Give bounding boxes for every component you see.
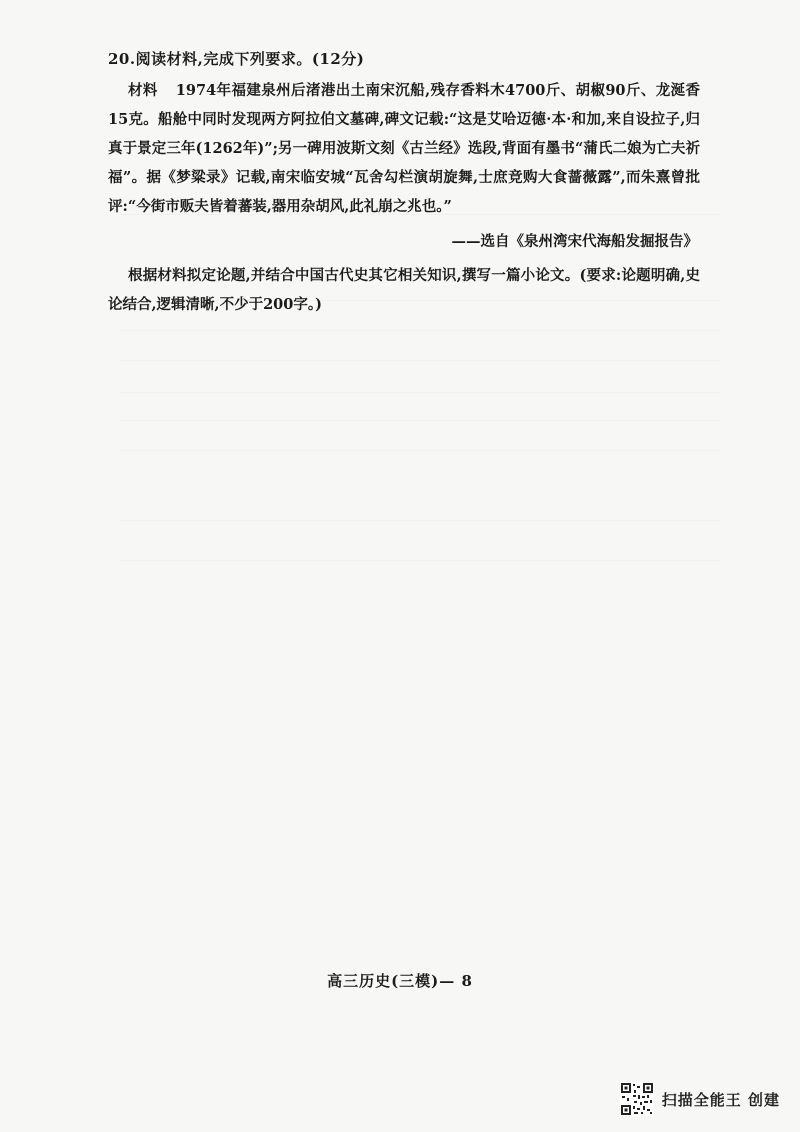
bleed-through-line — [120, 360, 720, 361]
material-source: ——选自《泉州湾宋代海船发掘报告》 — [451, 233, 698, 250]
bleed-through-line — [120, 520, 720, 521]
question-heading: 20.阅读材料,完成下列要求。(12分) — [108, 50, 365, 68]
material-text: 1974年福建泉州后渚港出土南宋沉船,残存香料木4700斤、胡椒90斤、龙涎香15克。船舱中同时发现两方阿拉伯文墓碑,碑文记载:“这是艾哈迈德·本·和加,来自设拉子,归真于景定三年(1262年)”;另一碑用波斯文刻《古兰经》选段,背面有墨书“蒲氏二娘为亡夫祈福”。据《梦粱录》记载,南宋临安城“瓦舍勾栏演胡旋舞,士庶竞购大食蔷薇露”,而朱熹曾批评:“今街市贩夫皆着蕃装,器用杂胡风,此礼崩之兆也。” — [108, 82, 701, 215]
qr-code-icon — [620, 1082, 654, 1116]
scanner-watermark — [620, 1082, 780, 1116]
page-footer: 高三历史(三模)— 8 — [327, 972, 473, 990]
material-paragraph — [108, 76, 700, 221]
bleed-through-line — [120, 560, 720, 561]
material-label: 材料 — [128, 82, 158, 99]
bleed-through-line — [120, 392, 720, 393]
requirement-paragraph: 根据材料拟定论题,并结合中国古代史其它相关知识,撰写一篇小论文。(要求:论题明确,史论结合,逻辑清晰,不少于200字。) — [108, 267, 700, 313]
bleed-through-line — [120, 330, 720, 331]
bleed-through-line — [120, 420, 720, 421]
scanner-label: 扫描全能王 创建 — [661, 1090, 780, 1109]
bleed-through-line — [120, 450, 720, 451]
